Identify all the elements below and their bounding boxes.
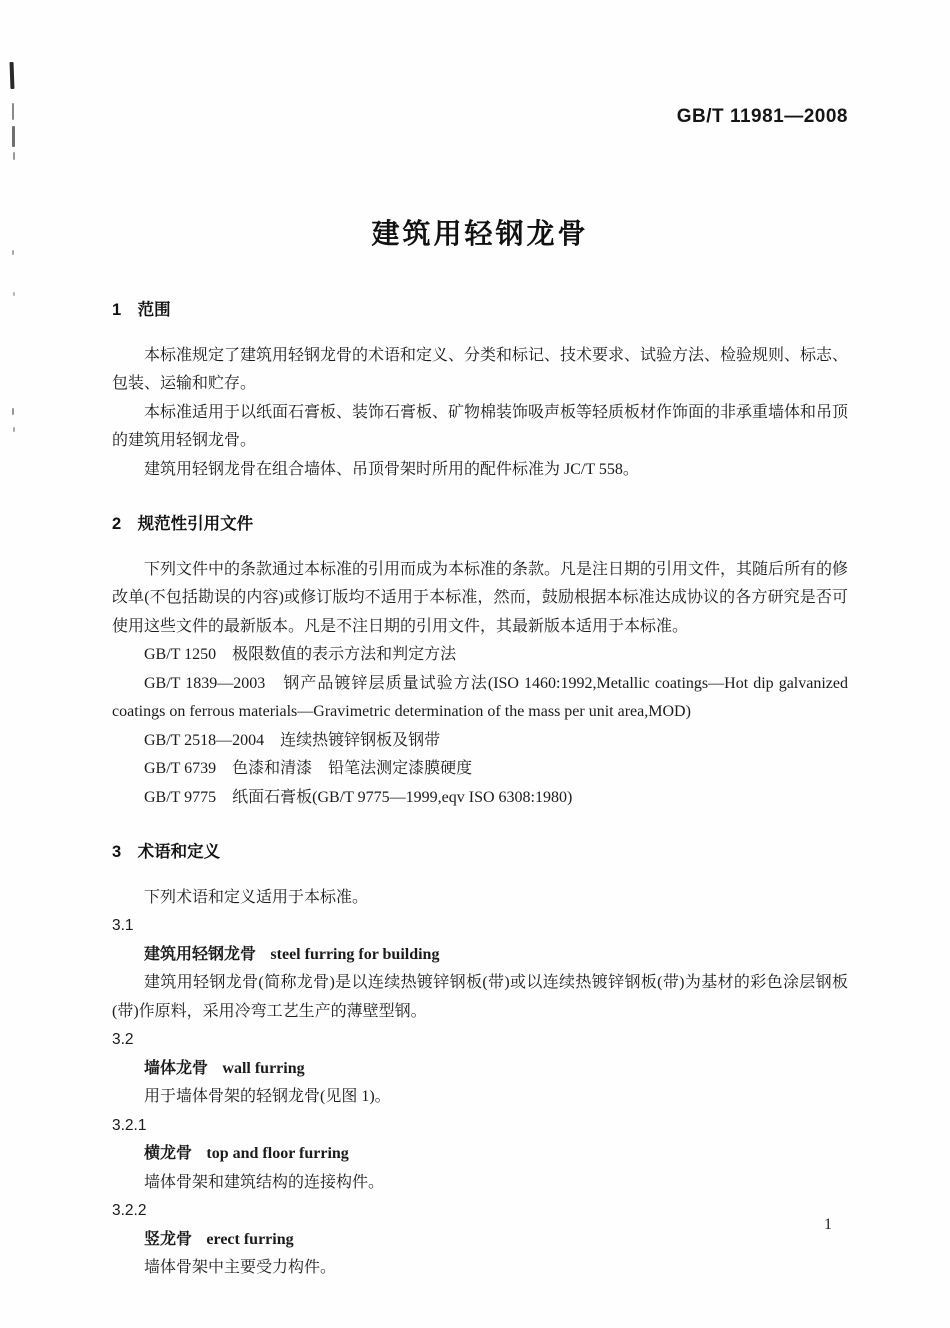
section-heading-scope: 1 范围 [112, 301, 171, 319]
standard-code: GB/T 11981—2008 [676, 106, 848, 127]
page-number: 1 [824, 1216, 832, 1233]
scan-artifact-mark [10, 62, 15, 89]
reference-item: GB/T 6739 色漆和清漆 铅笔法测定漆膜硬度 [144, 760, 473, 777]
scan-artifact-mark [13, 427, 15, 432]
term-english: erect furring [206, 1230, 294, 1248]
term-english: wall furring [222, 1059, 305, 1077]
paragraph: 下列文件中的条款通过本标准的引用而成为本标准的条款。凡是注日期的引用文件，其随后所有的修改单(不包括勘误的内容)或修订版均不适用于本标准，然而，鼓励根据本标准达成协议的各方研究是否可使用这些文件的最新版本。凡是不注日期的引用文件，其最新版本适用于本标准。 [112, 560, 849, 635]
scan-artifact-mark [12, 408, 14, 415]
term-line [112, 1140, 848, 1169]
term-chinese: 横龙骨 [144, 1145, 193, 1162]
section-heading-terms-definitions: 3 术语和定义 [112, 843, 221, 861]
term-english: top and floor furring [206, 1145, 349, 1162]
document-body [112, 296, 848, 1283]
paragraph: 本标准规定了建筑用轻钢龙骨的术语和定义、分类和标记、技术要求、试验方法、检验规则、标志、包装、运输和贮存。 [112, 346, 849, 392]
term-definition: 墙体骨架中主要受力构件。 [144, 1259, 337, 1276]
paragraph: 建筑用轻钢龙骨在组合墙体、吊顶骨架时所用的配件标准为 JC/T 558。 [144, 460, 639, 478]
term-block [112, 912, 848, 1026]
term-block [112, 1197, 848, 1283]
reference-item: GB/T 1839—2003 钢产品镀锌层质量试验方法(ISO 1460:1992,Metallic coatings—Hot dip galvanized coatings on ferrous materials—Gravimetric determination of the mass per unit area,MOD) [112, 674, 848, 720]
term-definition: 用于墙体骨架的轻钢龙骨(见图 1)。 [144, 1088, 391, 1105]
reference-item: GB/T 9775 纸面石膏板(GB/T 9775—1999,eqv ISO 6308:1980) [144, 788, 573, 806]
term-chinese: 墙体龙骨 [144, 1059, 209, 1077]
reference-item: GB/T 1250 极限数值的表示方法和判定方法 [144, 646, 457, 663]
page-content [112, 0, 848, 1283]
scan-artifact-mark [12, 126, 15, 147]
term-block [112, 1026, 848, 1112]
reference-item: GB/T 2518—2004 连续热镀锌钢板及钢带 [144, 731, 441, 749]
section-heading-normative-references: 2 规范性引用文件 [112, 515, 254, 533]
clause-number: 3.1 [112, 917, 134, 934]
term-chinese: 竖龙骨 [144, 1230, 193, 1248]
paragraph: 下列术语和定义适用于本标准。 [144, 888, 369, 906]
term-line [112, 1226, 848, 1255]
term-line [112, 1055, 848, 1084]
clause-number: 3.2.2 [112, 1202, 147, 1219]
clause-number: 3.2.1 [112, 1116, 147, 1134]
clause-number: 3.2 [112, 1031, 134, 1048]
document-title: 建筑用轻钢龙骨 [371, 218, 589, 249]
term-definition: 墙体骨架和建筑结构的连接构件。 [144, 1173, 385, 1191]
scan-artifact-mark [13, 292, 15, 296]
scan-artifact-mark [12, 103, 14, 120]
term-chinese: 建筑用轻钢龙骨 [144, 945, 257, 963]
paragraph: 本标准适用于以纸面石膏板、装饰石膏板、矿物棉装饰吸声板等轻质板材作饰面的非承重墙体和吊顶的建筑用轻钢龙骨。 [112, 403, 849, 449]
term-english: steel furring for building [270, 945, 440, 963]
scan-artifact-mark [12, 250, 14, 255]
term-definition: 建筑用轻钢龙骨(简称龙骨)是以连续热镀锌钢板(带)或以连续热镀锌钢板(带)为基材的彩色涂层钢板(带)作原料，采用冷弯工艺生产的薄壁型钢。 [112, 974, 848, 1020]
scan-artifact-mark [13, 152, 15, 160]
term-line [112, 941, 848, 970]
term-block [112, 1112, 848, 1198]
